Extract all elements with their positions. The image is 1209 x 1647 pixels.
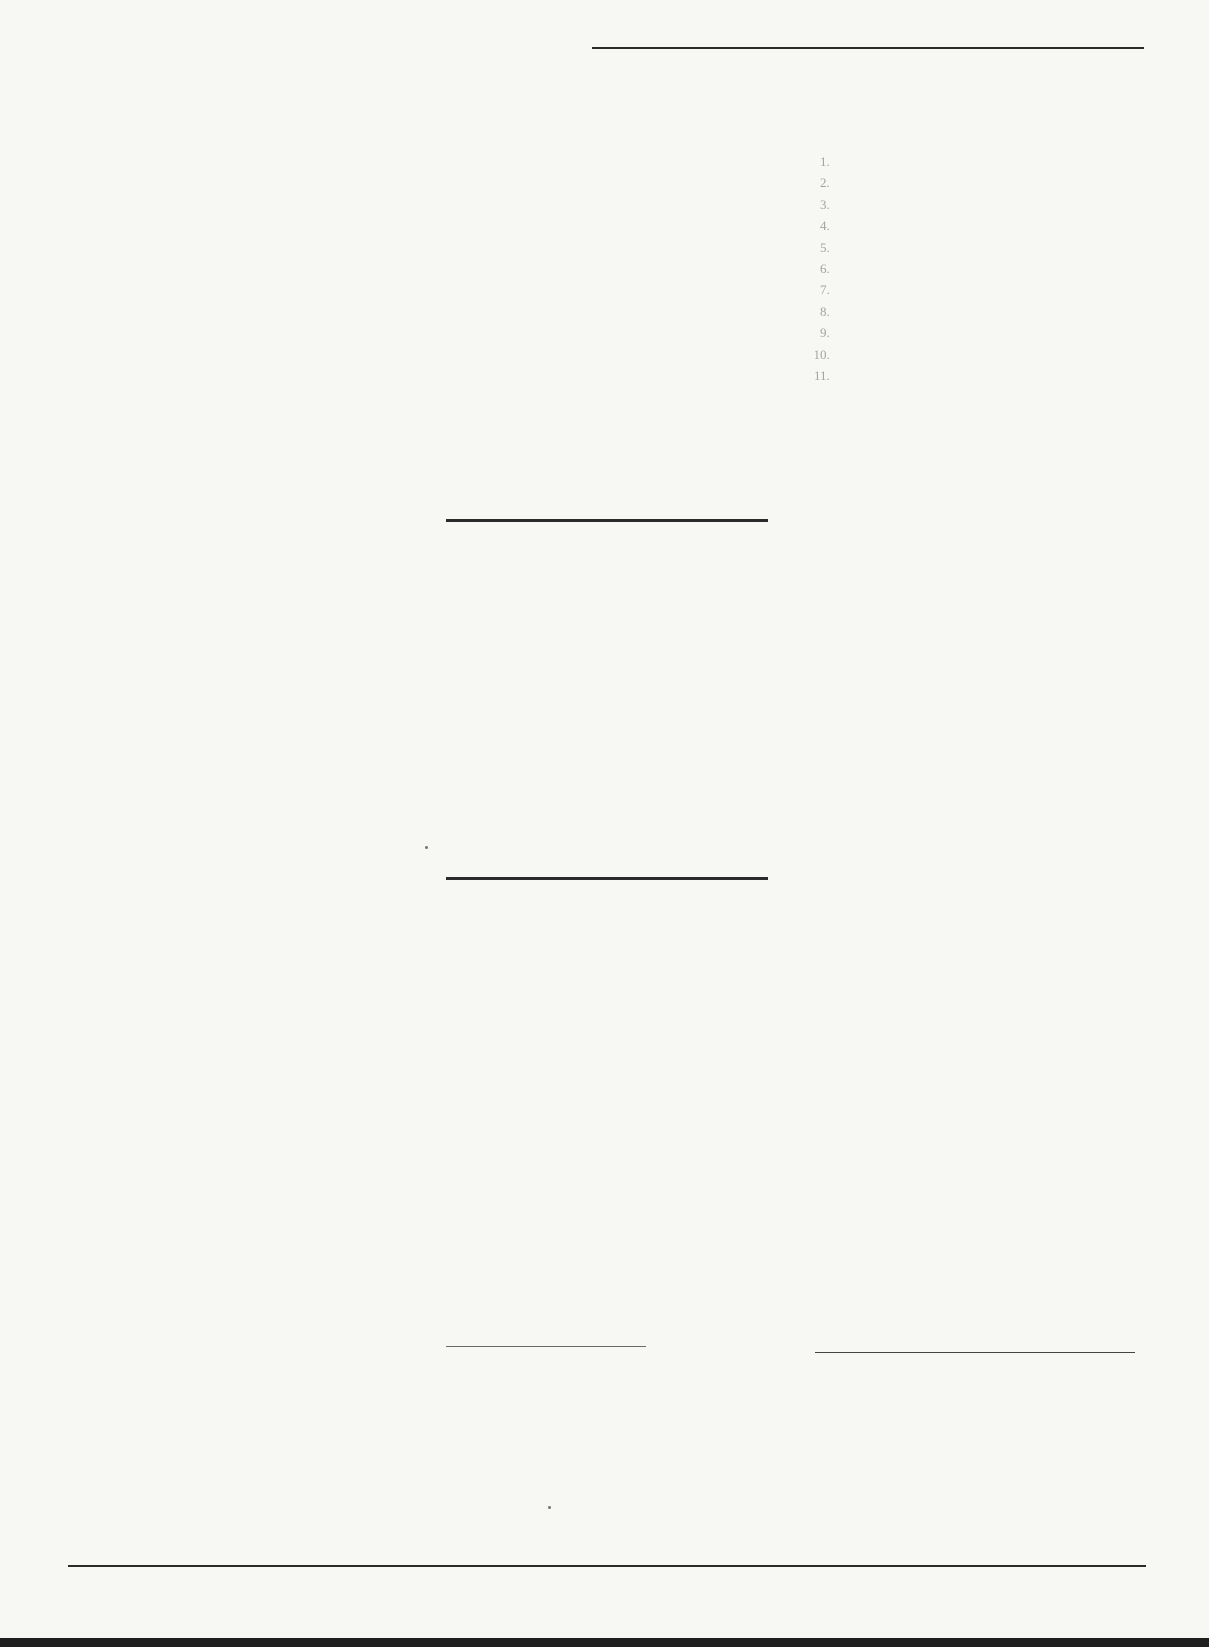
stray-mark — [548, 1506, 551, 1509]
reference-item — [833, 259, 1143, 278]
footnotes — [446, 1360, 768, 1480]
header-rule — [592, 47, 1144, 49]
correspondence-block — [840, 1258, 1130, 1338]
reference-item — [833, 195, 1143, 214]
reference-item — [833, 152, 1143, 171]
reference-item — [833, 345, 1143, 364]
pull-quote-top-rule — [446, 519, 768, 522]
reference-list — [815, 152, 1143, 385]
footnote-rule — [446, 1346, 646, 1347]
column-2-top — [446, 152, 768, 497]
author-bio — [815, 1365, 1135, 1505]
references-column — [815, 152, 1143, 1282]
footer-rule — [68, 1565, 1146, 1567]
reference-item — [833, 366, 1143, 385]
stray-mark — [425, 846, 428, 849]
pull-quote — [446, 536, 768, 866]
column-2-bottom — [446, 890, 768, 1330]
pull-quote-bottom-rule — [446, 877, 768, 880]
reference-item — [833, 302, 1143, 321]
reference-item — [833, 216, 1143, 235]
column-1 — [78, 152, 396, 1572]
reference-item — [833, 323, 1143, 342]
bio-rule — [815, 1352, 1135, 1353]
reference-item — [833, 173, 1143, 192]
reference-item — [833, 280, 1143, 299]
reference-item — [833, 238, 1143, 257]
scan-edge — [0, 1638, 1209, 1647]
